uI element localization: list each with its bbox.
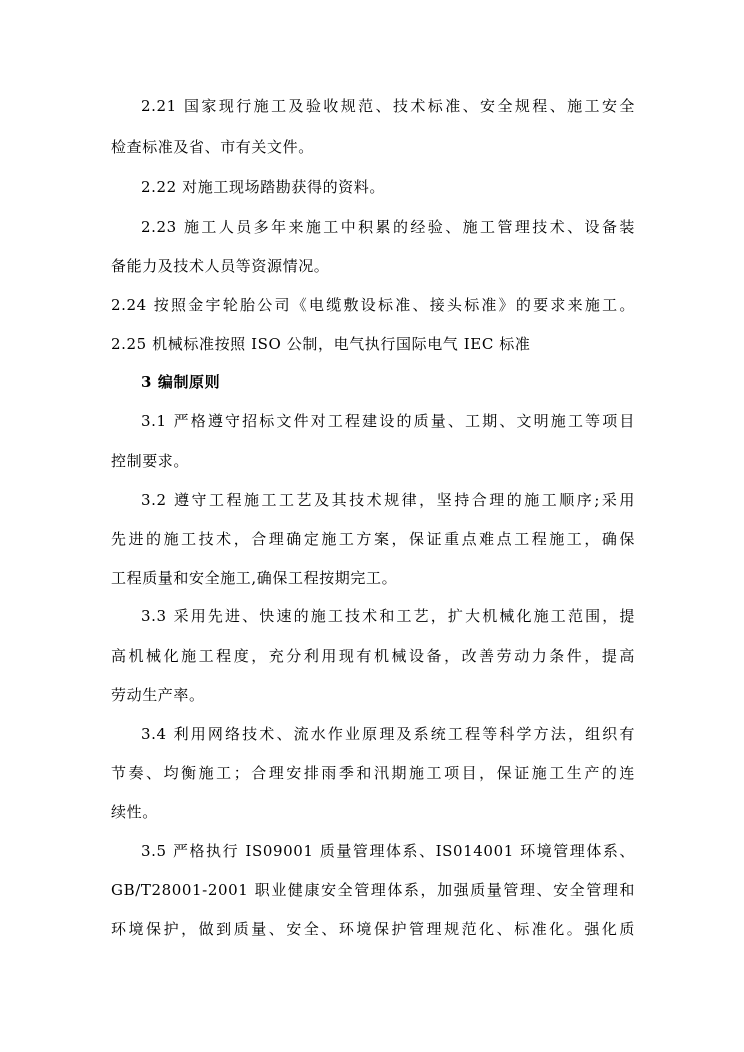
- text-line: 2.22 对施工现场踏勘获得的资料。: [141, 178, 385, 196]
- text-line: 检查标准及省、市有关文件。: [111, 138, 314, 156]
- text-line: 3.1 严格遵守招标文件对工程建设的质量、工期、文明施工等项目: [141, 412, 635, 430]
- text-line: 高机械化施工程度，充分利用现有机械设备，改善劳动力条件，提高: [111, 647, 635, 665]
- text-line: 备能力及技术人员等资源情况。: [111, 257, 330, 275]
- text-line: 2.21 国家现行施工及验收规范、技术标准、安全规程、施工安全: [141, 97, 635, 115]
- text-line: 续性。: [111, 803, 158, 821]
- text-line: 工程质量和安全施工,确保工程按期完工。: [111, 569, 398, 587]
- text-line: 3.3 采用先进、快速的施工技术和工艺，扩大机械化施工范围，提: [141, 607, 635, 625]
- text-line: 控制要求。: [111, 452, 190, 470]
- text-line: 环境保护，做到质量、安全、环境保护管理规范化、标准化。强化质: [111, 920, 635, 938]
- text-line: 节奏、均衡施工；合理安排雨季和汛期施工项目，保证施工生产的连: [111, 764, 635, 782]
- text-line: 劳动生产率。: [111, 686, 205, 704]
- section-heading: 3 编制原则: [141, 373, 221, 391]
- text-line: 2.25 机械标准按照 ISO 公制，电气执行国际电气 IEC 标准: [111, 335, 531, 353]
- text-line: 3.4 利用网络技术、流水作业原理及系统工程等科学方法，组织有: [141, 725, 635, 743]
- text-line: 2.23 施工人员多年来施工中积累的经验、施工管理技术、设备装: [141, 218, 635, 236]
- text-line: 3.2 遵守工程施工工艺及其技术规律，坚持合理的施工顺序;采用: [141, 491, 635, 509]
- text-line: 3.5 严格执行 IS09001 质量管理体系、IS014001 环境管理体系、: [141, 842, 635, 860]
- text-line: 2.24 按照金宇轮胎公司《电缆敷设标准、接头标准》的要求来施工。: [111, 296, 635, 314]
- text-line: 先进的施工技术，合理确定施工方案，保证重点难点工程施工，确保: [111, 530, 635, 548]
- text-line: GB/T28001-2001 职业健康安全管理体系，加强质量管理、安全管理和: [111, 881, 635, 899]
